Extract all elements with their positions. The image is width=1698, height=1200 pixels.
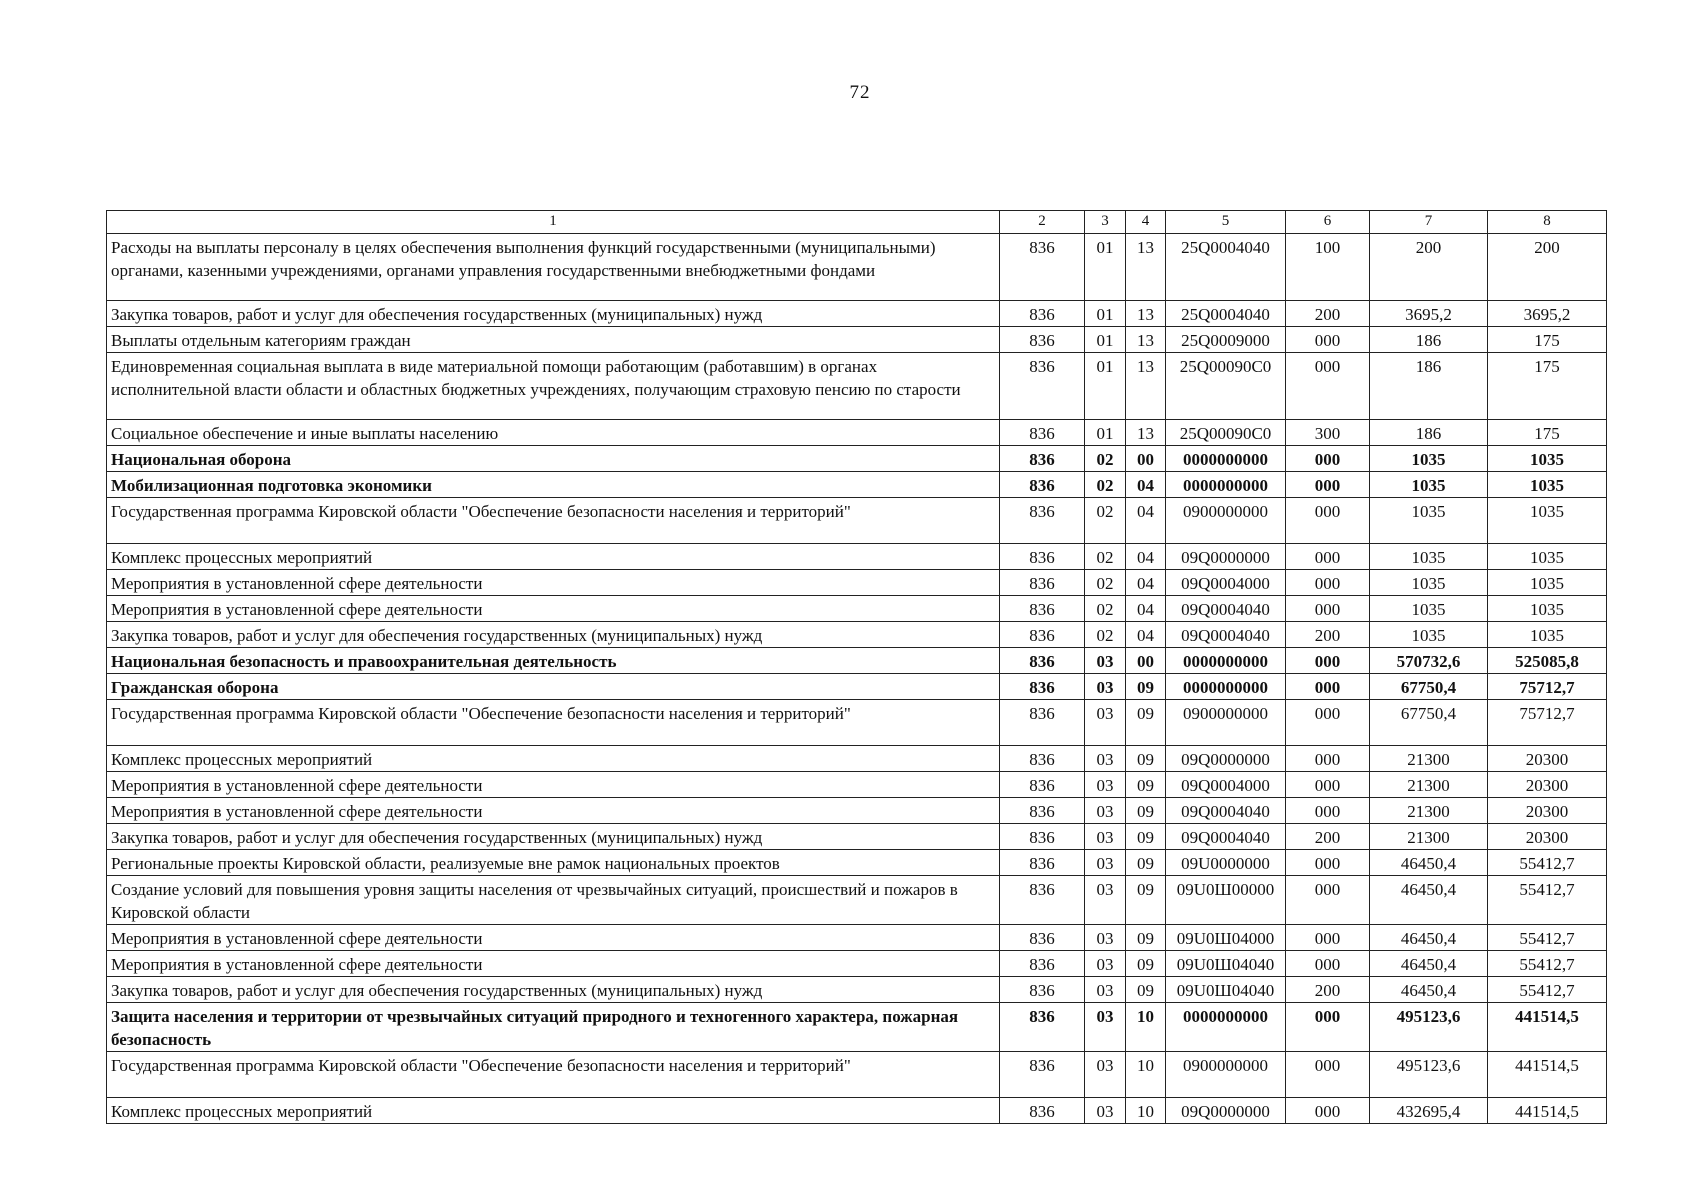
row-amount-year-1: 186 xyxy=(1370,353,1488,420)
row-name: Мероприятия в установленной сфере деятельности xyxy=(107,951,1000,977)
row-code: 836 xyxy=(1000,925,1085,951)
table-body xyxy=(107,234,1607,1124)
row-subsection: 09 xyxy=(1126,746,1166,772)
row-target-code: 09U0Ш04040 xyxy=(1166,951,1286,977)
row-amount-year-2: 55412,7 xyxy=(1488,850,1607,876)
row-section: 03 xyxy=(1085,876,1126,925)
row-section: 03 xyxy=(1085,746,1126,772)
row-amount-year-2: 200 xyxy=(1488,234,1607,301)
row-section: 03 xyxy=(1085,1052,1126,1098)
row-target-code: 25Q0009000 xyxy=(1166,327,1286,353)
row-code: 836 xyxy=(1000,301,1085,327)
header-col-4: 4 xyxy=(1126,211,1166,234)
row-expense-type: 000 xyxy=(1286,925,1370,951)
table-row xyxy=(107,327,1607,353)
table-row xyxy=(107,798,1607,824)
row-code: 836 xyxy=(1000,544,1085,570)
header-row xyxy=(107,211,1607,234)
row-subsection: 10 xyxy=(1126,1003,1166,1052)
row-amount-year-1: 1035 xyxy=(1370,622,1488,648)
row-amount-year-1: 1035 xyxy=(1370,498,1488,544)
row-target-code: 09Q0004000 xyxy=(1166,570,1286,596)
row-expense-type: 000 xyxy=(1286,700,1370,746)
row-name: Мероприятия в установленной сфере деятельности xyxy=(107,570,1000,596)
row-expense-type: 000 xyxy=(1286,596,1370,622)
header-col-3: 3 xyxy=(1085,211,1126,234)
row-amount-year-1: 495123,6 xyxy=(1370,1003,1488,1052)
row-section: 03 xyxy=(1085,648,1126,674)
row-expense-type: 000 xyxy=(1286,472,1370,498)
table-row xyxy=(107,951,1607,977)
table-row xyxy=(107,301,1607,327)
row-amount-year-1: 432695,4 xyxy=(1370,1098,1488,1124)
row-section: 02 xyxy=(1085,446,1126,472)
row-amount-year-1: 1035 xyxy=(1370,446,1488,472)
row-section: 03 xyxy=(1085,674,1126,700)
row-name: Закупка товаров, работ и услуг для обеспечения государственных (муниципальных) нужд xyxy=(107,301,1000,327)
row-amount-year-2: 20300 xyxy=(1488,746,1607,772)
row-expense-type: 000 xyxy=(1286,674,1370,700)
row-amount-year-1: 495123,6 xyxy=(1370,1052,1488,1098)
row-target-code: 09Q0004040 xyxy=(1166,824,1286,850)
header-col-1: 1 xyxy=(107,211,1000,234)
table-row xyxy=(107,1098,1607,1124)
row-name: Мероприятия в установленной сфере деятельности xyxy=(107,925,1000,951)
row-amount-year-2: 175 xyxy=(1488,327,1607,353)
row-subsection: 10 xyxy=(1126,1052,1166,1098)
row-name: Государственная программа Кировской области "Обеспечение безопасности населения и территорий" xyxy=(107,1052,1000,1098)
row-section: 01 xyxy=(1085,327,1126,353)
row-amount-year-1: 21300 xyxy=(1370,746,1488,772)
row-section: 03 xyxy=(1085,798,1126,824)
row-section: 01 xyxy=(1085,353,1126,420)
row-amount-year-1: 46450,4 xyxy=(1370,876,1488,925)
row-code: 836 xyxy=(1000,850,1085,876)
row-amount-year-1: 3695,2 xyxy=(1370,301,1488,327)
row-target-code: 25Q00090C0 xyxy=(1166,353,1286,420)
row-section: 02 xyxy=(1085,472,1126,498)
row-amount-year-1: 67750,4 xyxy=(1370,674,1488,700)
row-subsection: 09 xyxy=(1126,925,1166,951)
row-subsection: 09 xyxy=(1126,850,1166,876)
row-amount-year-2: 75712,7 xyxy=(1488,700,1607,746)
table-row xyxy=(107,234,1607,301)
row-name: Комплекс процессных мероприятий xyxy=(107,746,1000,772)
row-subsection: 13 xyxy=(1126,353,1166,420)
header-col-8: 8 xyxy=(1488,211,1607,234)
row-subsection: 09 xyxy=(1126,951,1166,977)
row-expense-type: 200 xyxy=(1286,622,1370,648)
row-section: 01 xyxy=(1085,301,1126,327)
row-target-code: 09U0Ш04040 xyxy=(1166,977,1286,1003)
table-row xyxy=(107,544,1607,570)
row-code: 836 xyxy=(1000,746,1085,772)
row-code: 836 xyxy=(1000,446,1085,472)
row-code: 836 xyxy=(1000,472,1085,498)
row-code: 836 xyxy=(1000,234,1085,301)
header-col-2: 2 xyxy=(1000,211,1085,234)
row-code: 836 xyxy=(1000,798,1085,824)
row-target-code: 0000000000 xyxy=(1166,648,1286,674)
row-subsection: 04 xyxy=(1126,570,1166,596)
table-row xyxy=(107,977,1607,1003)
row-name: Единовременная социальная выплата в виде материальной помощи работающим (работавшим) в органах исполнительной власти области и областных бюджетных учреждениях, получающим страховую пенсию по старости xyxy=(107,353,1000,420)
row-target-code: 09Q0000000 xyxy=(1166,1098,1286,1124)
row-amount-year-2: 175 xyxy=(1488,353,1607,420)
row-section: 03 xyxy=(1085,772,1126,798)
table-row xyxy=(107,1003,1607,1052)
row-amount-year-1: 67750,4 xyxy=(1370,700,1488,746)
row-amount-year-2: 441514,5 xyxy=(1488,1098,1607,1124)
row-amount-year-2: 175 xyxy=(1488,420,1607,446)
row-subsection: 09 xyxy=(1126,798,1166,824)
row-subsection: 13 xyxy=(1126,234,1166,301)
row-expense-type: 000 xyxy=(1286,498,1370,544)
row-code: 836 xyxy=(1000,674,1085,700)
row-code: 836 xyxy=(1000,1098,1085,1124)
row-subsection: 13 xyxy=(1126,327,1166,353)
row-name: Комплекс процессных мероприятий xyxy=(107,544,1000,570)
row-target-code: 09Q0000000 xyxy=(1166,746,1286,772)
row-amount-year-2: 20300 xyxy=(1488,798,1607,824)
row-expense-type: 000 xyxy=(1286,327,1370,353)
table-row xyxy=(107,700,1607,746)
row-amount-year-2: 1035 xyxy=(1488,472,1607,498)
row-amount-year-1: 200 xyxy=(1370,234,1488,301)
row-code: 836 xyxy=(1000,498,1085,544)
row-target-code: 25Q0004040 xyxy=(1166,234,1286,301)
table-row xyxy=(107,746,1607,772)
row-name: Гражданская оборона xyxy=(107,674,1000,700)
row-section: 03 xyxy=(1085,824,1126,850)
row-expense-type: 000 xyxy=(1286,951,1370,977)
row-amount-year-2: 441514,5 xyxy=(1488,1003,1607,1052)
row-section: 03 xyxy=(1085,1098,1126,1124)
row-section: 02 xyxy=(1085,596,1126,622)
row-section: 02 xyxy=(1085,498,1126,544)
row-name: Создание условий для повышения уровня защиты населения от чрезвычайных ситуаций, происшествий и пожаров в Кировской области xyxy=(107,876,1000,925)
row-target-code: 25Q00090C0 xyxy=(1166,420,1286,446)
header-col-6: 6 xyxy=(1286,211,1370,234)
row-name: Мероприятия в установленной сфере деятельности xyxy=(107,798,1000,824)
row-subsection: 09 xyxy=(1126,700,1166,746)
row-code: 836 xyxy=(1000,420,1085,446)
row-expense-type: 000 xyxy=(1286,353,1370,420)
row-target-code: 0000000000 xyxy=(1166,674,1286,700)
row-expense-type: 100 xyxy=(1286,234,1370,301)
row-target-code: 09Q0004000 xyxy=(1166,772,1286,798)
row-amount-year-1: 46450,4 xyxy=(1370,850,1488,876)
row-expense-type: 200 xyxy=(1286,977,1370,1003)
row-amount-year-2: 20300 xyxy=(1488,772,1607,798)
table-row xyxy=(107,824,1607,850)
row-subsection: 00 xyxy=(1126,648,1166,674)
row-code: 836 xyxy=(1000,622,1085,648)
row-subsection: 09 xyxy=(1126,772,1166,798)
row-name: Социальное обеспечение и иные выплаты населению xyxy=(107,420,1000,446)
row-name: Мероприятия в установленной сфере деятельности xyxy=(107,772,1000,798)
row-subsection: 04 xyxy=(1126,498,1166,544)
row-amount-year-2: 441514,5 xyxy=(1488,1052,1607,1098)
row-expense-type: 200 xyxy=(1286,824,1370,850)
table-row xyxy=(107,925,1607,951)
row-section: 03 xyxy=(1085,850,1126,876)
row-expense-type: 000 xyxy=(1286,746,1370,772)
row-target-code: 09Q0004040 xyxy=(1166,622,1286,648)
row-name: Закупка товаров, работ и услуг для обеспечения государственных (муниципальных) нужд xyxy=(107,977,1000,1003)
row-amount-year-1: 1035 xyxy=(1370,570,1488,596)
row-expense-type: 000 xyxy=(1286,772,1370,798)
row-code: 836 xyxy=(1000,977,1085,1003)
row-section: 02 xyxy=(1085,622,1126,648)
row-code: 836 xyxy=(1000,824,1085,850)
row-amount-year-2: 55412,7 xyxy=(1488,876,1607,925)
row-target-code: 0900000000 xyxy=(1166,1052,1286,1098)
table-row xyxy=(107,622,1607,648)
row-name: Комплекс процессных мероприятий xyxy=(107,1098,1000,1124)
row-name: Национальная оборона xyxy=(107,446,1000,472)
row-subsection: 04 xyxy=(1126,596,1166,622)
row-code: 836 xyxy=(1000,648,1085,674)
row-subsection: 09 xyxy=(1126,876,1166,925)
table-row xyxy=(107,1052,1607,1098)
table-row xyxy=(107,648,1607,674)
table-row xyxy=(107,498,1607,544)
row-subsection: 04 xyxy=(1126,544,1166,570)
row-name: Государственная программа Кировской области "Обеспечение безопасности населения и территорий" xyxy=(107,700,1000,746)
row-expense-type: 000 xyxy=(1286,876,1370,925)
row-amount-year-1: 186 xyxy=(1370,420,1488,446)
row-amount-year-2: 1035 xyxy=(1488,544,1607,570)
row-subsection: 09 xyxy=(1126,977,1166,1003)
row-amount-year-2: 55412,7 xyxy=(1488,977,1607,1003)
row-section: 03 xyxy=(1085,700,1126,746)
row-section: 02 xyxy=(1085,544,1126,570)
budget-table xyxy=(106,210,1607,1124)
table-row xyxy=(107,446,1607,472)
row-code: 836 xyxy=(1000,700,1085,746)
row-amount-year-1: 1035 xyxy=(1370,596,1488,622)
row-expense-type: 000 xyxy=(1286,1052,1370,1098)
row-name: Выплаты отдельным категориям граждан xyxy=(107,327,1000,353)
row-target-code: 0000000000 xyxy=(1166,472,1286,498)
row-expense-type: 000 xyxy=(1286,544,1370,570)
row-amount-year-1: 186 xyxy=(1370,327,1488,353)
row-amount-year-2: 20300 xyxy=(1488,824,1607,850)
row-amount-year-1: 1035 xyxy=(1370,544,1488,570)
row-amount-year-2: 55412,7 xyxy=(1488,925,1607,951)
row-section: 01 xyxy=(1085,234,1126,301)
row-amount-year-2: 75712,7 xyxy=(1488,674,1607,700)
row-subsection: 09 xyxy=(1126,674,1166,700)
row-expense-type: 000 xyxy=(1286,570,1370,596)
row-target-code: 0900000000 xyxy=(1166,700,1286,746)
row-amount-year-1: 46450,4 xyxy=(1370,977,1488,1003)
row-amount-year-1: 46450,4 xyxy=(1370,951,1488,977)
row-amount-year-2: 1035 xyxy=(1488,446,1607,472)
row-amount-year-1: 570732,6 xyxy=(1370,648,1488,674)
row-name: Государственная программа Кировской области "Обеспечение безопасности населения и территорий" xyxy=(107,498,1000,544)
row-name: Национальная безопасность и правоохранительная деятельность xyxy=(107,648,1000,674)
row-name: Региональные проекты Кировской области, реализуемые вне рамок национальных проектов xyxy=(107,850,1000,876)
row-code: 836 xyxy=(1000,1052,1085,1098)
row-amount-year-2: 1035 xyxy=(1488,596,1607,622)
row-expense-type: 000 xyxy=(1286,798,1370,824)
row-code: 836 xyxy=(1000,876,1085,925)
row-amount-year-1: 21300 xyxy=(1370,824,1488,850)
row-target-code: 0000000000 xyxy=(1166,1003,1286,1052)
row-code: 836 xyxy=(1000,951,1085,977)
row-amount-year-2: 1035 xyxy=(1488,498,1607,544)
row-target-code: 09U0Ш00000 xyxy=(1166,876,1286,925)
row-expense-type: 000 xyxy=(1286,1003,1370,1052)
row-name: Мероприятия в установленной сфере деятельности xyxy=(107,596,1000,622)
row-amount-year-1: 21300 xyxy=(1370,798,1488,824)
row-amount-year-2: 525085,8 xyxy=(1488,648,1607,674)
table-row xyxy=(107,876,1607,925)
row-amount-year-1: 21300 xyxy=(1370,772,1488,798)
row-target-code: 25Q0004040 xyxy=(1166,301,1286,327)
row-amount-year-1: 1035 xyxy=(1370,472,1488,498)
row-target-code: 0000000000 xyxy=(1166,446,1286,472)
row-code: 836 xyxy=(1000,353,1085,420)
table-row xyxy=(107,772,1607,798)
row-name: Мобилизационная подготовка экономики xyxy=(107,472,1000,498)
row-target-code: 09U0Ш04000 xyxy=(1166,925,1286,951)
table-header xyxy=(107,211,1607,234)
table-row xyxy=(107,420,1607,446)
row-expense-type: 300 xyxy=(1286,420,1370,446)
row-amount-year-2: 1035 xyxy=(1488,622,1607,648)
row-target-code: 09U0000000 xyxy=(1166,850,1286,876)
row-code: 836 xyxy=(1000,772,1085,798)
row-subsection: 04 xyxy=(1126,622,1166,648)
row-expense-type: 000 xyxy=(1286,648,1370,674)
header-col-7: 7 xyxy=(1370,211,1488,234)
row-section: 03 xyxy=(1085,925,1126,951)
page-number: 72 xyxy=(849,82,871,103)
row-code: 836 xyxy=(1000,1003,1085,1052)
row-name: Закупка товаров, работ и услуг для обеспечения государственных (муниципальных) нужд xyxy=(107,824,1000,850)
row-target-code: 09Q0000000 xyxy=(1166,544,1286,570)
row-subsection: 10 xyxy=(1126,1098,1166,1124)
row-subsection: 04 xyxy=(1126,472,1166,498)
row-name: Закупка товаров, работ и услуг для обеспечения государственных (муниципальных) нужд xyxy=(107,622,1000,648)
row-code: 836 xyxy=(1000,327,1085,353)
row-expense-type: 000 xyxy=(1286,446,1370,472)
row-amount-year-2: 55412,7 xyxy=(1488,951,1607,977)
row-target-code: 09Q0004040 xyxy=(1166,798,1286,824)
row-subsection: 13 xyxy=(1126,420,1166,446)
table-row xyxy=(107,596,1607,622)
row-subsection: 13 xyxy=(1126,301,1166,327)
row-amount-year-2: 1035 xyxy=(1488,570,1607,596)
row-code: 836 xyxy=(1000,596,1085,622)
row-subsection: 09 xyxy=(1126,824,1166,850)
table-row xyxy=(107,850,1607,876)
row-section: 03 xyxy=(1085,951,1126,977)
row-section: 01 xyxy=(1085,420,1126,446)
table-row xyxy=(107,570,1607,596)
row-expense-type: 000 xyxy=(1286,850,1370,876)
row-section: 03 xyxy=(1085,977,1126,1003)
row-target-code: 09Q0004040 xyxy=(1166,596,1286,622)
row-name: Защита населения и территории от чрезвычайных ситуаций природного и техногенного характера, пожарная безопасность xyxy=(107,1003,1000,1052)
row-expense-type: 000 xyxy=(1286,1098,1370,1124)
row-target-code: 0900000000 xyxy=(1166,498,1286,544)
row-section: 02 xyxy=(1085,570,1126,596)
row-amount-year-1: 46450,4 xyxy=(1370,925,1488,951)
table-row xyxy=(107,472,1607,498)
row-section: 03 xyxy=(1085,1003,1126,1052)
table-row xyxy=(107,353,1607,420)
row-amount-year-2: 3695,2 xyxy=(1488,301,1607,327)
row-code: 836 xyxy=(1000,570,1085,596)
row-name: Расходы на выплаты персоналу в целях обеспечения выполнения функций государственными (муниципальными) органами, казенными учреждениями, органами управления государственными внебюджетными фондами xyxy=(107,234,1000,301)
row-subsection: 00 xyxy=(1126,446,1166,472)
header-col-5: 5 xyxy=(1166,211,1286,234)
row-expense-type: 200 xyxy=(1286,301,1370,327)
table-row xyxy=(107,674,1607,700)
